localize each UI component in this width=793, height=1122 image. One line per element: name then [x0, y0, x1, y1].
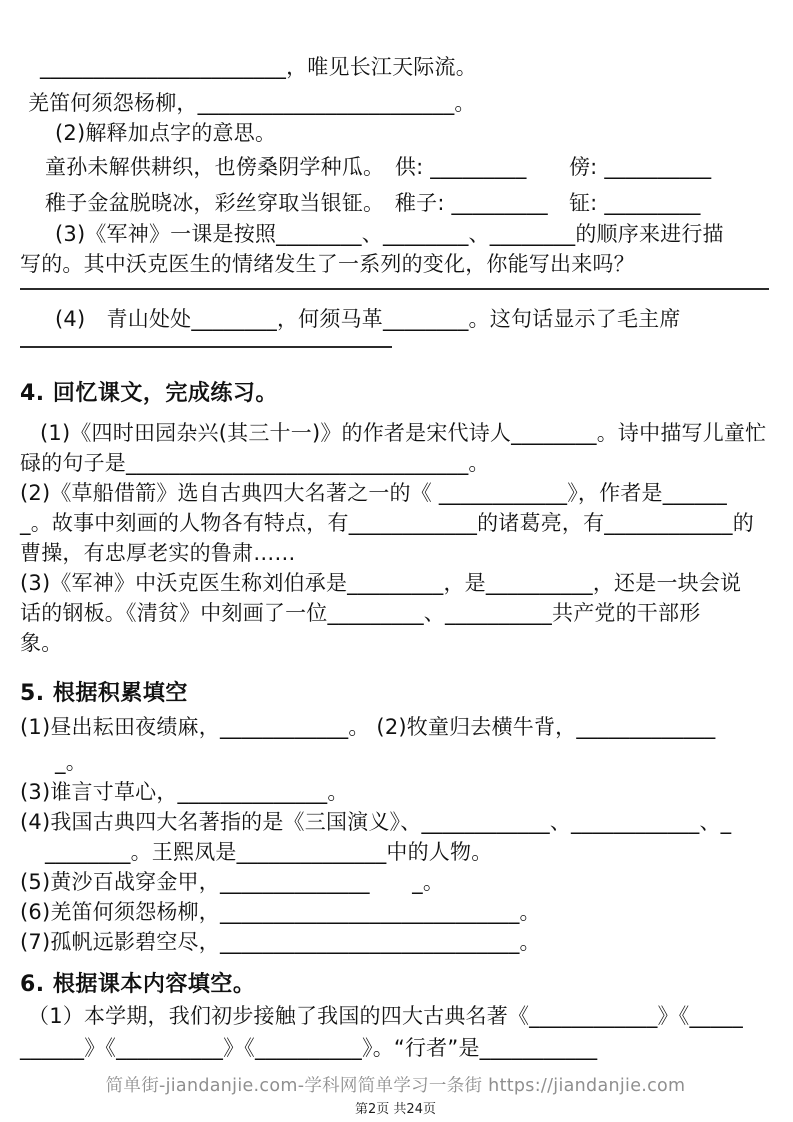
answer-line — [20, 346, 392, 348]
q4-line: 曹操，有忠厚老实的鲁肃…… — [20, 541, 296, 565]
q6-line: ______》《__________》《__________》。“行者”是___________ — [20, 1036, 598, 1060]
q5-line: (6)羌笛何须怨杨柳，____________________________。 — [20, 900, 541, 924]
q4-line: (3)《军神》中沃克医生称刘伯承是_________，是__________，还是一块会说 — [20, 571, 742, 595]
footer-watermark: 简单街-jiandanjie.com-学科网简单学习一条街 https://jiandanjie.com — [105, 1076, 686, 1096]
q5-line: (4)我国古典四大名著指的是《三国演义》、____________、____________、_ — [20, 810, 732, 834]
answer-blanks: 供: _________ 傍: __________ — [373, 155, 712, 179]
sentence-text: 。 — [363, 191, 374, 215]
poem-fill-line-2: 羌笛何须怨杨柳，________________________。 — [28, 91, 476, 115]
answer-line — [20, 288, 769, 290]
q5-line: _。 — [55, 750, 87, 774]
q4-line: _。故事中刻画的人物各有特点，有____________的诸葛亮，有____________的 — [20, 511, 754, 535]
sentence-text: 桑阴学种瓜。 — [257, 155, 374, 179]
q5-line: (3)谁言寸草心，______________。 — [20, 780, 349, 804]
q4-line: (1)《四时田园杂兴(其三十一)》的作者是宋代诗人________。诗中描写儿童忙 — [40, 421, 767, 445]
sentence-text: 童孙未解 — [45, 155, 130, 179]
q3-item3-line-1: (3)《军神》一课是按照________、________、________的顺序来进行描 — [55, 222, 724, 246]
q3-dotted-sentence-1 — [20, 152, 771, 182]
q4-line: 碌的句子是________________________________。 — [20, 451, 490, 475]
q3-item2-label: (2)解释加点字的意思。 — [55, 121, 277, 145]
page-number-indicator: 第2页 共24页 — [355, 1102, 436, 1117]
section-heading-5: 5. 根据积累填空 — [20, 681, 188, 706]
q3-item4-line: (4) 青山处处________，何须马革________。这句话显示了毛主席 — [55, 307, 681, 331]
q3-item3-line-2: 写的。其中沃克医生的情绪发生了一系列的变化，你能写出来吗？ — [20, 252, 635, 276]
q4-line: (2)《草船借箭》选自古典四大名著之一的《 ____________》，作者是______ — [20, 481, 727, 505]
emphasis-dot-char: • 稚 — [45, 188, 66, 218]
q6-line: （1）本学期，我们初步接触了我国的四大古典名著《____________》《_____ — [28, 1004, 743, 1028]
emphasis-dot-char: • 供 — [130, 152, 151, 182]
section-heading-4: 4. 回忆课文，完成练习。 — [20, 381, 278, 406]
q3-dotted-sentence-2 — [20, 188, 771, 218]
sentence-text: 金盆脱晓冰，彩丝穿取当银 — [87, 191, 342, 215]
answer-blanks: 稚子: _________ 钲: _________ — [373, 191, 701, 215]
sentence-text: 耕织，也 — [151, 155, 236, 179]
emphasis-dot-char: • 子 — [66, 188, 87, 218]
q5-line: (5)黄沙百战穿金甲，______________ _。 — [20, 870, 445, 894]
q4-line: 象。 — [20, 631, 63, 655]
q5-line: (7)孤帆远影碧空尽，____________________________。 — [20, 930, 541, 954]
emphasis-dot-char: • 钲 — [342, 188, 363, 218]
section-heading-6: 6. 根据课本内容填空。 — [20, 972, 256, 997]
emphasis-dot-char: • 傍 — [236, 152, 257, 182]
q5-line: (1)昼出耘田夜绩麻，____________。 (2)牧童归去横牛背，_____________ — [20, 715, 716, 739]
q5-line: ________。王熙凤是______________中的人物。 — [45, 840, 493, 864]
q4-line: 话的钢板。《清贫》中刻画了一位_________、__________共产党的干部形 — [20, 601, 701, 625]
poem-fill-line-1: _______________________，唯见长江天际流。 — [40, 55, 477, 79]
